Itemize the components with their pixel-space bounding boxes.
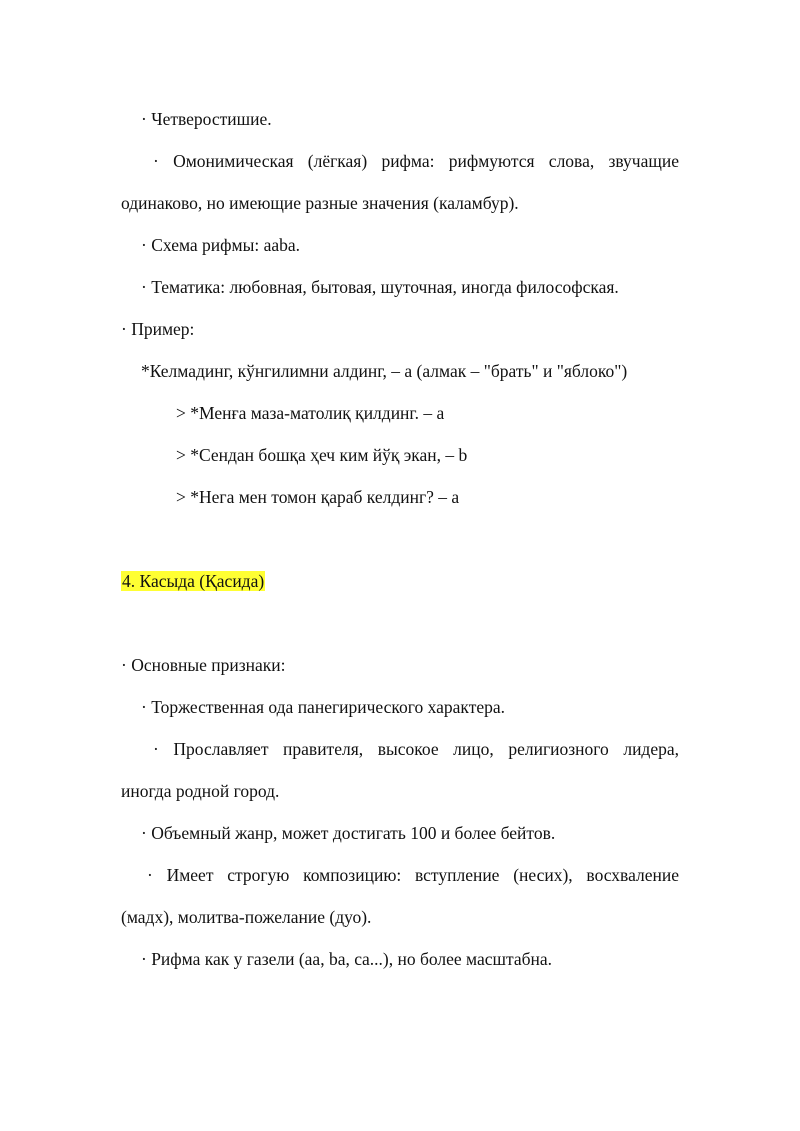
features-label: · Основные признаки:	[121, 655, 286, 675]
feature-composition-cont: (мадх), молитва-пожелание (дуо).	[121, 907, 372, 927]
feature-volume: · Объемный жанр, может достигать 100 и более бейтов.	[141, 823, 556, 843]
example-line-3: > *Сендан бошқа ҳеч ким йўқ экан, – b	[176, 445, 468, 465]
example-line-2: > *Менға маза-матолиқ қилдинг. – a	[176, 403, 445, 423]
feature-ode: · Торжественная ода панегирического характера.	[141, 697, 506, 717]
example-label: · Пример:	[121, 319, 195, 339]
feature-glorifies: · Прославляет правителя, высокое лицо, религиозного лидера,	[153, 739, 679, 759]
feature-composition: · Имеет строгую композицию: вступление (несих), восхваление	[147, 865, 679, 885]
feature-rhyme: · Рифма как у газели (aa, ba, ca...), но более масштабна.	[141, 949, 553, 969]
section-heading-text: 4. Касыда (Қасида)	[122, 571, 265, 591]
section-heading	[121, 570, 265, 592]
bullet-quatrain: · Четверостишие.	[141, 109, 272, 129]
bullet-homonymic-rhyme-cont: одинаково, но имеющие разные значения (каламбур).	[121, 193, 519, 213]
bullet-rhyme-scheme: · Схема рифмы: aaba.	[141, 235, 301, 255]
bullet-themes: · Тематика: любовная, бытовая, шуточная, иногда философская.	[141, 277, 619, 297]
bullet-homonymic-rhyme: · Омонимическая (лёгкая) рифма: рифмуются слова, звучащие	[153, 151, 679, 171]
example-line-1: *Келмадинг, кўнгилимни алдинг, – a (алмак – "брать" и "яблоко")	[141, 361, 628, 381]
feature-glorifies-cont: иногда родной город.	[121, 781, 280, 801]
example-line-4: > *Нега мен томон қараб келдинг? – a	[176, 487, 460, 507]
